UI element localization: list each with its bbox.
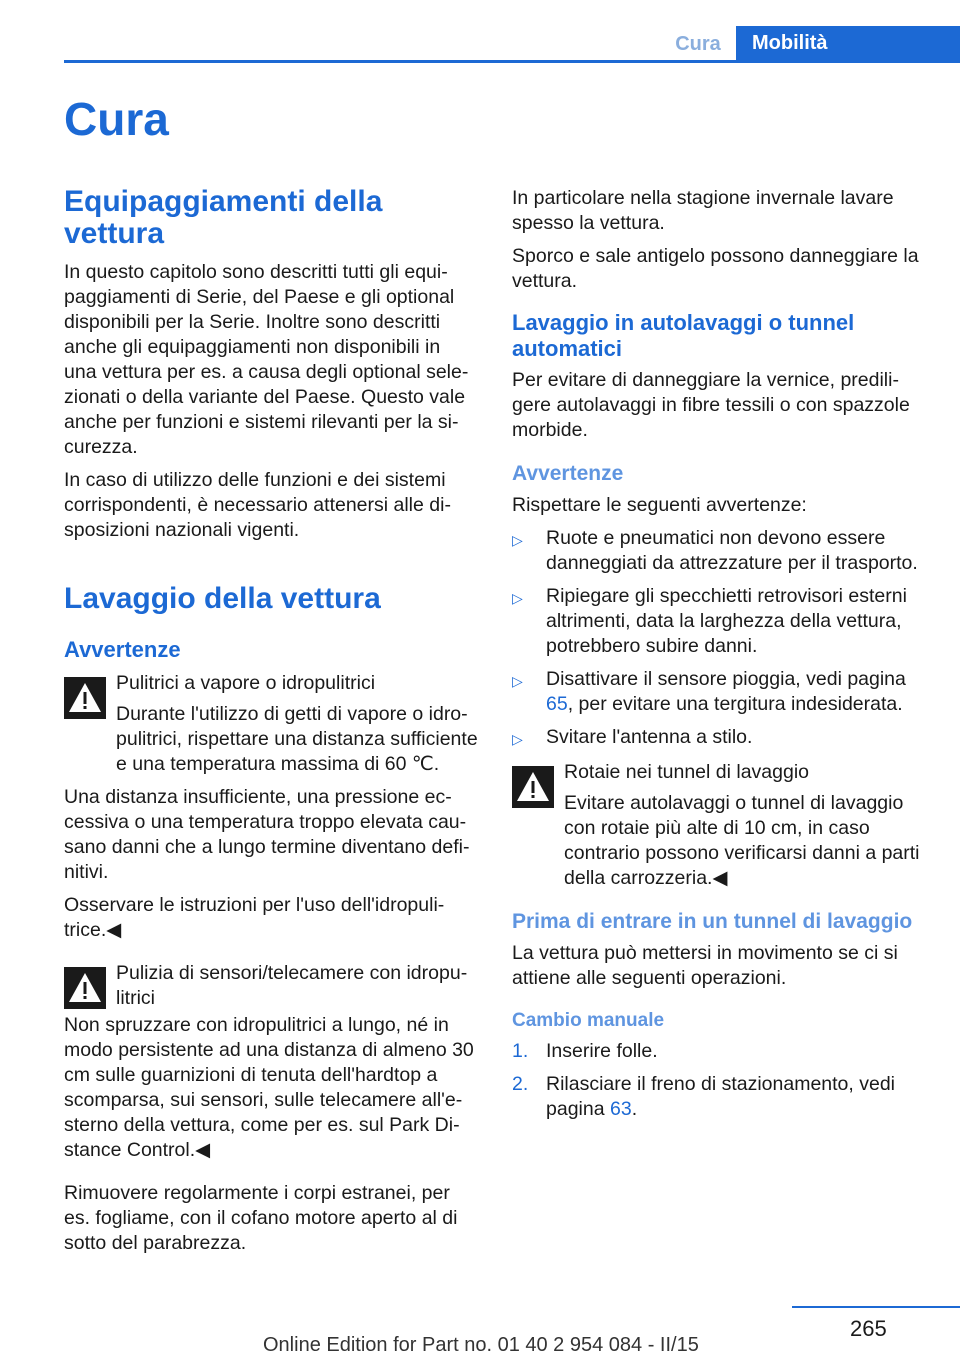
list-item-text: , per evitare una tergitura indesiderata. (567, 693, 903, 715)
right-column (512, 186, 926, 1130)
header-tab-cura[interactable]: Cura (675, 33, 721, 55)
warning-block (64, 671, 478, 777)
heading-avvertenze-right: Avvertenze (512, 462, 624, 485)
list-item-text: Svitare l'antenna a stilo. (546, 726, 753, 748)
heading-autolavaggi: Lavaggio in autolavaggi o tunnel automatici (512, 310, 855, 361)
paragraph: Osservare le istruzioni per l'uso dell'idropulitrice.◀ (64, 894, 445, 941)
paragraph: In caso di utilizzo delle funzioni e dei sistemi corrispondenti, è necessario attenersi alle disposizioni nazionali vigenti. (64, 469, 451, 541)
bullet-list (512, 526, 926, 750)
header-tab-mobilita[interactable]: Mobilità (736, 26, 960, 60)
heading-cambio-manuale: Cambio manuale (512, 1010, 665, 1031)
warning-icon (512, 766, 554, 808)
warning-title: Rotaie nei tunnel di lavaggio (564, 761, 810, 783)
step-number: 2. (512, 1073, 529, 1095)
list-item-text: Rilasciare il freno di stazionamento, vedi pagina (546, 1073, 896, 1120)
paragraph: In particolare nella stagione invernale lavare spesso la vettura. (512, 187, 894, 234)
warning-text: Evitare autolavaggi o tunnel di lavaggio con rotaie più alte di 10 cm, in caso contrario possono verificarsi danni a parti della carrozzeria.◀ (564, 792, 920, 889)
bullet-marker-icon: ▷ (512, 532, 523, 548)
list-item (512, 667, 926, 717)
warning-title: Pulizia di sensori/telecamere con idropulitrici (116, 962, 468, 1009)
paragraph: Rimuovere regolarmente i corpi estranei, per es. fogliame, con il cofano motore aperto al di sotto del parabrezza. (64, 1182, 458, 1254)
list-item (512, 725, 926, 750)
paragraph: Per evitare di danneggiare la vernice, prediligere autolavaggi in fibre tessili o con spazzole morbide. (512, 369, 910, 441)
paragraph: Una distanza insufficiente, una pressione eccessiva o una temperatura troppo elevata causano danni che a lungo termine diventano definitivi. (64, 786, 470, 883)
list-item-text: Ripiegare gli specchietti retrovisori esterni altrimenti, data la larghezza della vettura, potrebbero subire danni. (546, 585, 907, 657)
steps-list (512, 1039, 926, 1122)
heading-lavaggio: Lavaggio della vettura (64, 582, 381, 615)
step-number: 1. (512, 1040, 529, 1062)
page-number: 265 (850, 1316, 887, 1341)
warning-title: Pulitrici a vapore o idropulitrici (116, 672, 376, 694)
paragraph: Sporco e sale antigelo possono danneggiare la vettura. (512, 245, 919, 292)
warning-icon (64, 677, 106, 719)
list-item-text: Ruote e pneumatici non devono essere danneggiati da attrezzature per il trasporto. (546, 527, 918, 574)
footer-rule (792, 1306, 960, 1308)
list-item (512, 526, 926, 576)
paragraph: Non spruzzare con idropulitrici a lungo, né in modo persistente ad una distanza di almeno 30 cm sulle guarnizioni di tenuta dell'hardtop a scomparsa, sui sensori, sulle telecamere all'esterno della vettura, come per es. sul Park Distance Control.◀ (64, 1014, 474, 1161)
bullet-marker-icon: ▷ (512, 590, 523, 606)
list-item (512, 1039, 926, 1064)
list-item (512, 1072, 926, 1122)
left-column (64, 186, 478, 1264)
heading-prima-tunnel: Prima di entrare in un tunnel di lavaggio (512, 910, 913, 933)
bullet-marker-icon: ▷ (512, 673, 523, 689)
heading-equipaggiamenti: Equipaggiamenti della vettura (64, 185, 383, 250)
list-item-text: Disattivare il sensore pioggia, vedi pagina (546, 668, 906, 690)
warning-block (64, 961, 478, 1013)
warning-block (512, 760, 926, 891)
warning-text: Durante l'utilizzo di getti di vapore o idropulitrici, rispettare una distanza sufficiente e una temperatura massima di 60 ℃. (116, 703, 478, 775)
header-rule (64, 60, 960, 63)
list-item-text: Inserire folle. (546, 1040, 658, 1062)
list-item-text: . (631, 1098, 638, 1120)
chapter-title: Cura (64, 93, 169, 145)
paragraph: La vettura può mettersi in movimento se ci si attiene alle seguenti operazioni. (512, 942, 898, 989)
edition-footer: Online Edition for Part no. 01 40 2 954 084 - II/15 (263, 1334, 699, 1356)
list-item (512, 584, 926, 659)
page-link-63[interactable]: 63 (609, 1098, 632, 1120)
bullet-marker-icon: ▷ (512, 731, 523, 747)
paragraph: In questo capitolo sono descritti tutti gli equipaggiamenti di Serie, del Paese e gli optional disponibili per la Serie. Inoltre sono descritti anche gli equipaggiamenti non disponibili in una vettura per es. a causa degli optional selezionati o della variante del Paese. Questo vale anche per funzioni e sistemi rilevanti per la sicurezza. (64, 261, 469, 458)
page-link-65[interactable]: 65 (546, 693, 568, 715)
paragraph: Rispettare le seguenti avvertenze: (512, 494, 807, 516)
warning-icon (64, 967, 106, 1009)
heading-avvertenze: Avvertenze (64, 637, 181, 662)
